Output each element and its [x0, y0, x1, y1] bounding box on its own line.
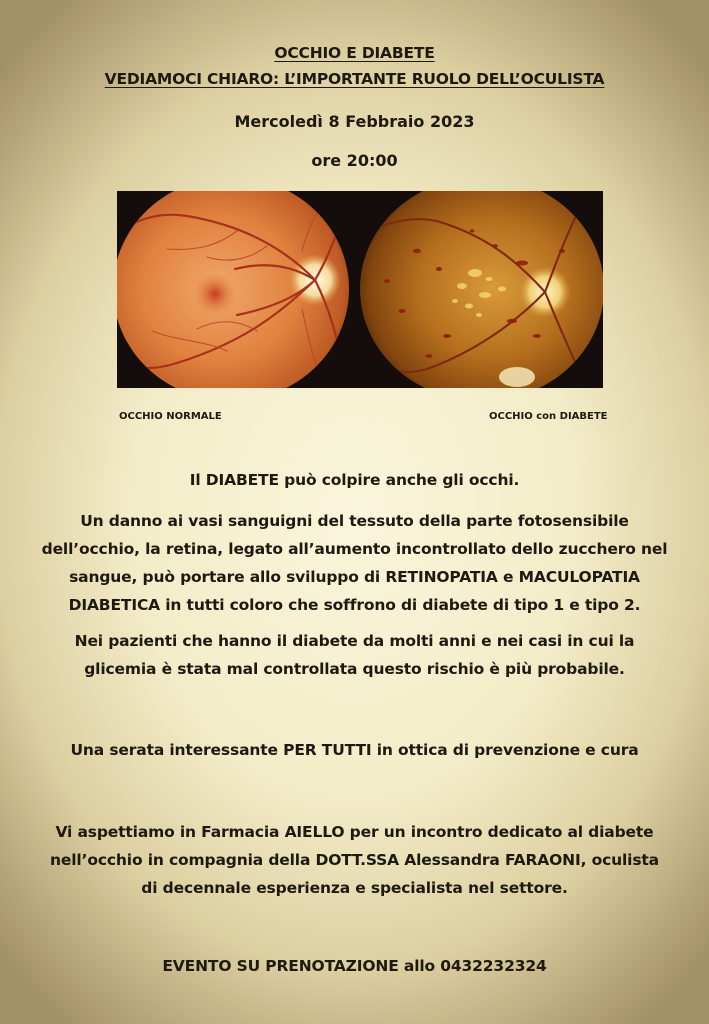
intro-statement	[30, 466, 679, 494]
paragraph-line: sangue, può portare allo sviluppo di RETINOPATIA e MACULOPATIA	[69, 568, 640, 586]
highlight-line: Una serata interessante PER TUTTI in ottica di prevenzione e cura	[70, 741, 639, 759]
booking-line: EVENTO SU PRENOTAZIONE allo 0432232324	[162, 957, 547, 975]
event-date: Mercoledì 8 Febbraio 2023	[234, 112, 475, 131]
paragraph-line: nell’occhio in compagnia della DOTT.SSA Alessandra FARAONI, oculista	[50, 851, 659, 869]
intro-line: Il DIABETE può colpire anche gli occhi.	[189, 471, 520, 489]
diabetic-retina-photo	[360, 191, 603, 388]
poster-subtitle: VEDIAMOCI CHIARO: L’IMPORTANTE RUOLO DELL’OCULISTA	[104, 70, 605, 88]
risk-paragraph	[30, 627, 679, 683]
retinopathy-paragraph	[30, 507, 679, 619]
paragraph-line: dell’occhio, la retina, legato all’aumento incontrollato dello zucchero nel	[41, 540, 668, 558]
event-time: ore 20:00	[311, 151, 398, 170]
poster-title: OCCHIO E DIABETE	[274, 44, 435, 62]
paragraph-line: Vi aspettiamo in Farmacia AIELLO per un incontro dedicato al diabete	[55, 823, 654, 841]
paragraph-line: DIABETICA in tutti coloro che soffrono di diabete di tipo 1 e tipo 2.	[68, 596, 641, 614]
paragraph-line: di decennale esperienza e specialista nel settore.	[141, 879, 568, 897]
normal-eye-caption: OCCHIO NORMALE	[119, 411, 222, 422]
diabetic-eye-caption: OCCHIO con DIABETE	[489, 411, 608, 422]
normal-retina-photo	[117, 191, 349, 388]
booking-info	[30, 952, 679, 980]
invitation-paragraph	[30, 818, 679, 902]
paragraph-line: Un danno ai vasi sanguigni del tessuto della parte fotosensibile	[80, 512, 629, 530]
retina-comparison-image	[117, 191, 603, 388]
paragraph-line: glicemia è stata mal controllata questo rischio è più probabile.	[84, 660, 625, 678]
paragraph-line: Nei pazienti che hanno il diabete da molti anni e nei casi in cui la	[74, 632, 635, 650]
highlight-statement	[30, 736, 679, 764]
